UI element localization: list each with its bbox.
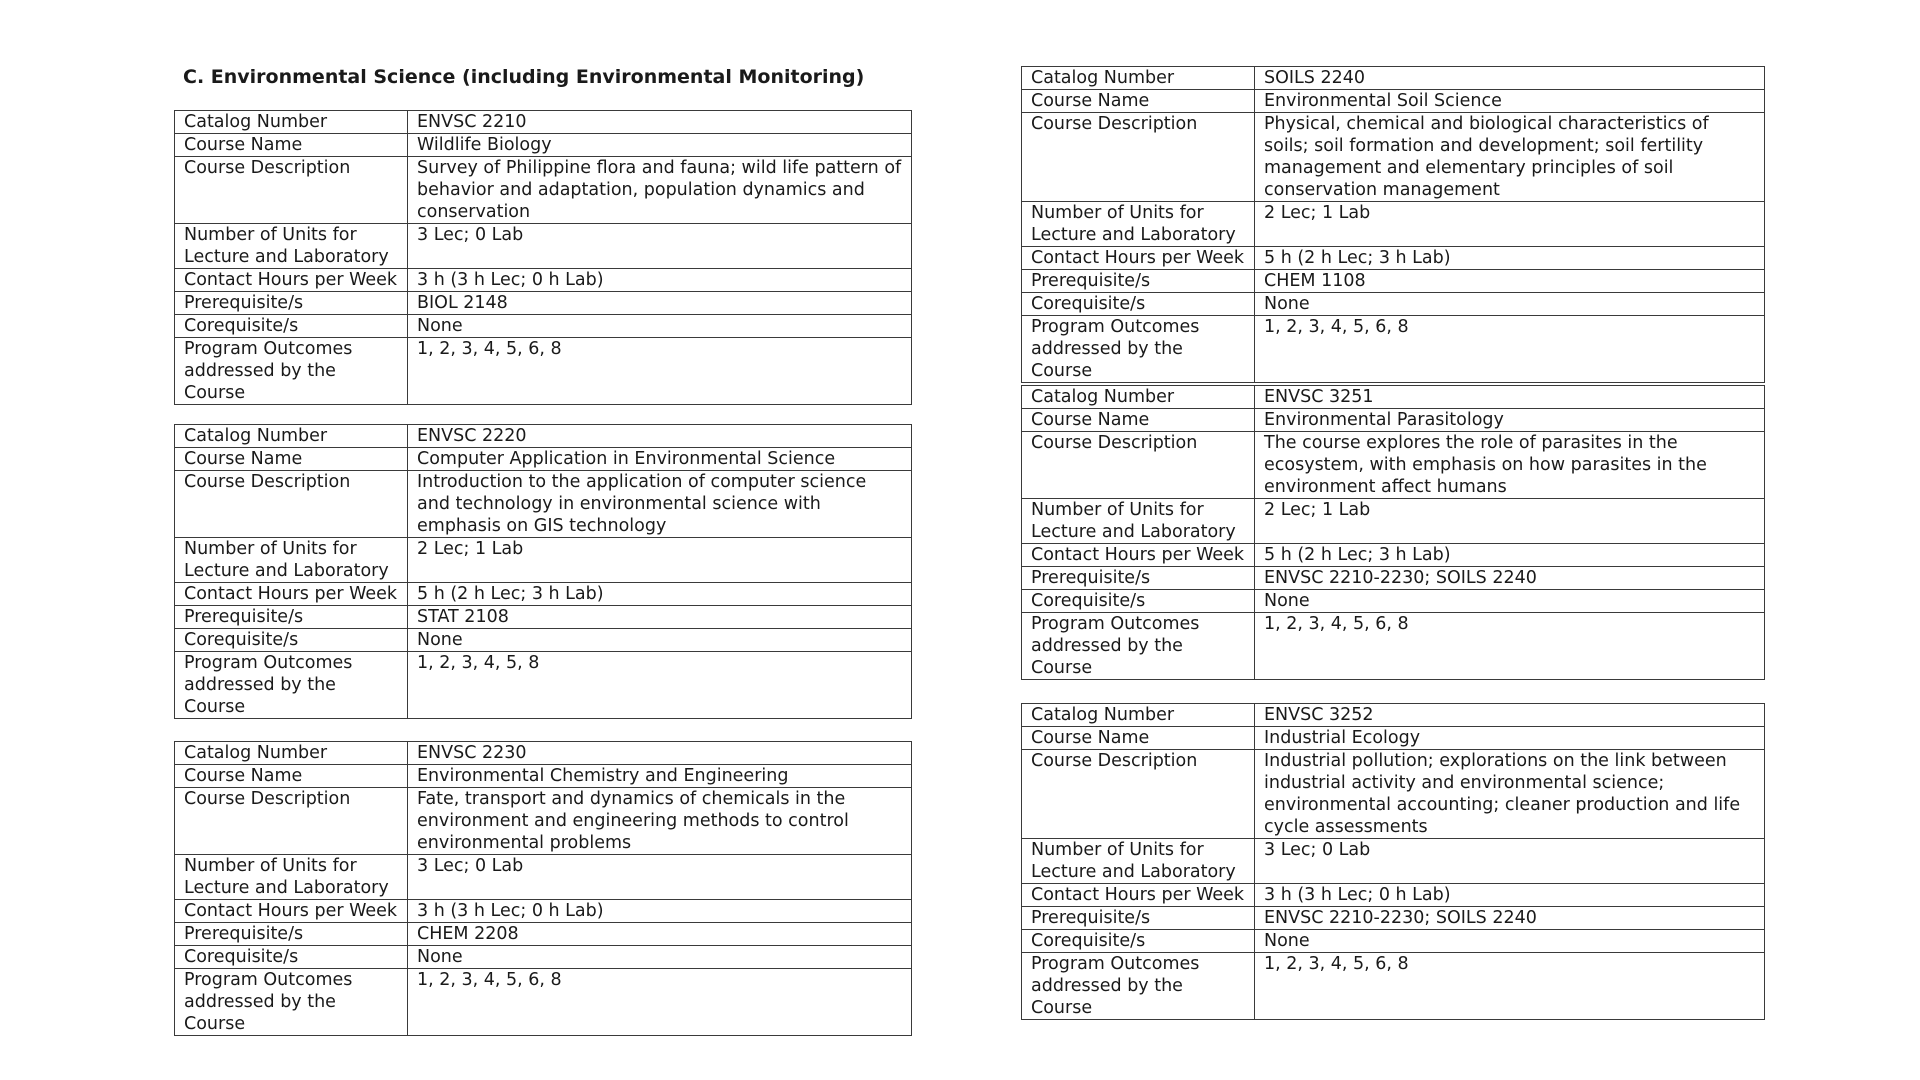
label-course-description: Course Description: [1022, 113, 1255, 202]
label-course-description: Course Description: [1022, 750, 1255, 839]
label-contact-hours: Contact Hours per Week: [175, 900, 408, 923]
value-prerequisites: BIOL 2148: [408, 292, 912, 315]
label-course-name: Course Name: [175, 448, 408, 471]
label-contact-hours: Contact Hours per Week: [1022, 247, 1255, 270]
row-units: [1022, 202, 1765, 247]
row-course-description: [175, 471, 912, 538]
label-course-name: Course Name: [1022, 90, 1255, 113]
label-catalog-number: Catalog Number: [175, 425, 408, 448]
label-corequisites: Corequisite/s: [1022, 293, 1255, 316]
value-prerequisites: ENVSC 2210-2230; SOILS 2240: [1255, 567, 1765, 590]
value-units: 3 Lec; 0 Lab: [408, 855, 912, 900]
row-units: [175, 224, 912, 269]
row-prerequisites: [175, 923, 912, 946]
row-course-description: [1022, 113, 1765, 202]
value-course-name: Environmental Chemistry and Engineering: [408, 765, 912, 788]
label-catalog-number: Catalog Number: [175, 111, 408, 134]
row-units: [1022, 839, 1765, 884]
value-prerequisites: ENVSC 2210-2230; SOILS 2240: [1255, 907, 1765, 930]
value-units: 2 Lec; 1 Lab: [1255, 202, 1765, 247]
row-course-name: [175, 134, 912, 157]
value-course-description: The course explores the role of parasites in the ecosystem, with emphasis on how parasites in the environment affect humans: [1255, 432, 1765, 499]
value-outcomes: 1, 2, 3, 4, 5, 6, 8: [1255, 953, 1765, 1020]
course-table-envsc-3252: [1021, 703, 1765, 1020]
course-table-envsc-3251: [1021, 385, 1765, 680]
value-corequisites: None: [1255, 930, 1765, 953]
row-contact-hours: [175, 900, 912, 923]
label-contact-hours: Contact Hours per Week: [175, 269, 408, 292]
label-prerequisites: Prerequisite/s: [175, 292, 408, 315]
label-catalog-number: Catalog Number: [175, 742, 408, 765]
value-outcomes: 1, 2, 3, 4, 5, 8: [408, 652, 912, 719]
value-corequisites: None: [408, 629, 912, 652]
label-outcomes: Program Outcomes addressed by the Course: [175, 969, 408, 1036]
value-course-name: Computer Application in Environmental Science: [408, 448, 912, 471]
row-course-name: [175, 448, 912, 471]
row-course-description: [175, 788, 912, 855]
value-corequisites: None: [408, 315, 912, 338]
value-units: 3 Lec; 0 Lab: [1255, 839, 1765, 884]
label-course-description: Course Description: [175, 471, 408, 538]
label-corequisites: Corequisite/s: [175, 629, 408, 652]
value-course-description: Survey of Philippine flora and fauna; wild life pattern of behavior and adaptation, population dynamics and conservation: [408, 157, 912, 224]
value-outcomes: 1, 2, 3, 4, 5, 6, 8: [408, 969, 912, 1036]
value-contact-hours: 5 h (2 h Lec; 3 h Lab): [1255, 544, 1765, 567]
row-prerequisites: [1022, 270, 1765, 293]
value-outcomes: 1, 2, 3, 4, 5, 6, 8: [1255, 613, 1765, 680]
row-prerequisites: [175, 292, 912, 315]
label-prerequisites: Prerequisite/s: [1022, 567, 1255, 590]
label-corequisites: Corequisite/s: [175, 946, 408, 969]
course-table-soils-2240: [1021, 66, 1765, 383]
label-corequisites: Corequisite/s: [1022, 930, 1255, 953]
label-prerequisites: Prerequisite/s: [1022, 270, 1255, 293]
value-units: 2 Lec; 1 Lab: [408, 538, 912, 583]
value-catalog-number: ENVSC 2230: [408, 742, 912, 765]
value-prerequisites: CHEM 1108: [1255, 270, 1765, 293]
label-catalog-number: Catalog Number: [1022, 704, 1255, 727]
row-catalog-number: [1022, 67, 1765, 90]
label-catalog-number: Catalog Number: [1022, 67, 1255, 90]
label-course-name: Course Name: [175, 765, 408, 788]
row-course-name: [1022, 727, 1765, 750]
label-units: Number of Units for Lecture and Laboratory: [175, 538, 408, 583]
value-contact-hours: 5 h (2 h Lec; 3 h Lab): [1255, 247, 1765, 270]
value-course-description: Introduction to the application of computer science and technology in environmental science with emphasis on GIS technology: [408, 471, 912, 538]
label-units: Number of Units for Lecture and Laboratory: [175, 855, 408, 900]
row-corequisites: [1022, 590, 1765, 613]
label-catalog-number: Catalog Number: [1022, 386, 1255, 409]
value-prerequisites: CHEM 2208: [408, 923, 912, 946]
value-course-name: Environmental Soil Science: [1255, 90, 1765, 113]
row-prerequisites: [175, 606, 912, 629]
value-catalog-number: ENVSC 3252: [1255, 704, 1765, 727]
value-course-name: Environmental Parasitology: [1255, 409, 1765, 432]
label-course-description: Course Description: [1022, 432, 1255, 499]
row-prerequisites: [1022, 907, 1765, 930]
row-corequisites: [175, 946, 912, 969]
value-prerequisites: STAT 2108: [408, 606, 912, 629]
value-units: 3 Lec; 0 Lab: [408, 224, 912, 269]
course-table-envsc-2220: [174, 424, 912, 719]
value-course-name: Wildlife Biology: [408, 134, 912, 157]
row-outcomes: [175, 969, 912, 1036]
value-contact-hours: 3 h (3 h Lec; 0 h Lab): [1255, 884, 1765, 907]
label-units: Number of Units for Lecture and Laboratory: [1022, 202, 1255, 247]
value-catalog-number: SOILS 2240: [1255, 67, 1765, 90]
row-outcomes: [1022, 316, 1765, 383]
row-outcomes: [175, 652, 912, 719]
label-units: Number of Units for Lecture and Laboratory: [175, 224, 408, 269]
label-contact-hours: Contact Hours per Week: [1022, 884, 1255, 907]
label-outcomes: Program Outcomes addressed by the Course: [175, 652, 408, 719]
label-units: Number of Units for Lecture and Laboratory: [1022, 839, 1255, 884]
row-outcomes: [1022, 953, 1765, 1020]
value-corequisites: None: [1255, 590, 1765, 613]
value-corequisites: None: [408, 946, 912, 969]
row-contact-hours: [175, 269, 912, 292]
value-contact-hours: 3 h (3 h Lec; 0 h Lab): [408, 900, 912, 923]
row-course-description: [1022, 432, 1765, 499]
row-catalog-number: [175, 742, 912, 765]
label-corequisites: Corequisite/s: [1022, 590, 1255, 613]
row-contact-hours: [175, 583, 912, 606]
row-outcomes: [175, 338, 912, 405]
row-outcomes: [1022, 613, 1765, 680]
value-corequisites: None: [1255, 293, 1765, 316]
value-contact-hours: 5 h (2 h Lec; 3 h Lab): [408, 583, 912, 606]
label-course-name: Course Name: [1022, 727, 1255, 750]
label-outcomes: Program Outcomes addressed by the Course: [175, 338, 408, 405]
course-table-envsc-2230: [174, 741, 912, 1036]
row-corequisites: [1022, 930, 1765, 953]
label-outcomes: Program Outcomes addressed by the Course: [1022, 613, 1255, 680]
value-outcomes: 1, 2, 3, 4, 5, 6, 8: [1255, 316, 1765, 383]
value-catalog-number: ENVSC 3251: [1255, 386, 1765, 409]
value-catalog-number: ENVSC 2210: [408, 111, 912, 134]
label-course-description: Course Description: [175, 788, 408, 855]
row-corequisites: [175, 629, 912, 652]
label-outcomes: Program Outcomes addressed by the Course: [1022, 316, 1255, 383]
value-outcomes: 1, 2, 3, 4, 5, 6, 8: [408, 338, 912, 405]
value-course-description: Fate, transport and dynamics of chemicals in the environment and engineering methods to control environmental problems: [408, 788, 912, 855]
row-catalog-number: [1022, 704, 1765, 727]
label-corequisites: Corequisite/s: [175, 315, 408, 338]
value-contact-hours: 3 h (3 h Lec; 0 h Lab): [408, 269, 912, 292]
label-prerequisites: Prerequisite/s: [1022, 907, 1255, 930]
label-contact-hours: Contact Hours per Week: [175, 583, 408, 606]
row-course-description: [175, 157, 912, 224]
row-course-description: [1022, 750, 1765, 839]
row-prerequisites: [1022, 567, 1765, 590]
value-course-description: Industrial pollution; explorations on the link between industrial activity and environmental science; environmental accounting; cleaner production and life cycle assessments: [1255, 750, 1765, 839]
value-units: 2 Lec; 1 Lab: [1255, 499, 1765, 544]
row-course-name: [1022, 409, 1765, 432]
course-table-envsc-2210: [174, 110, 912, 405]
label-prerequisites: Prerequisite/s: [175, 606, 408, 629]
label-course-name: Course Name: [175, 134, 408, 157]
row-contact-hours: [1022, 884, 1765, 907]
row-course-name: [1022, 90, 1765, 113]
section-heading: C. Environmental Science (including Environmental Monitoring): [183, 66, 865, 88]
row-units: [175, 538, 912, 583]
label-prerequisites: Prerequisite/s: [175, 923, 408, 946]
label-course-name: Course Name: [1022, 409, 1255, 432]
row-course-name: [175, 765, 912, 788]
row-units: [175, 855, 912, 900]
row-contact-hours: [1022, 544, 1765, 567]
row-contact-hours: [1022, 247, 1765, 270]
label-outcomes: Program Outcomes addressed by the Course: [1022, 953, 1255, 1020]
row-catalog-number: [175, 425, 912, 448]
label-contact-hours: Contact Hours per Week: [1022, 544, 1255, 567]
row-corequisites: [1022, 293, 1765, 316]
label-course-description: Course Description: [175, 157, 408, 224]
row-units: [1022, 499, 1765, 544]
value-course-name: Industrial Ecology: [1255, 727, 1765, 750]
row-corequisites: [175, 315, 912, 338]
label-units: Number of Units for Lecture and Laboratory: [1022, 499, 1255, 544]
value-catalog-number: ENVSC 2220: [408, 425, 912, 448]
value-course-description: Physical, chemical and biological characteristics of soils; soil formation and development; soil fertility management and elementary principles of soil conservation management: [1255, 113, 1765, 202]
row-catalog-number: [1022, 386, 1765, 409]
row-catalog-number: [175, 111, 912, 134]
